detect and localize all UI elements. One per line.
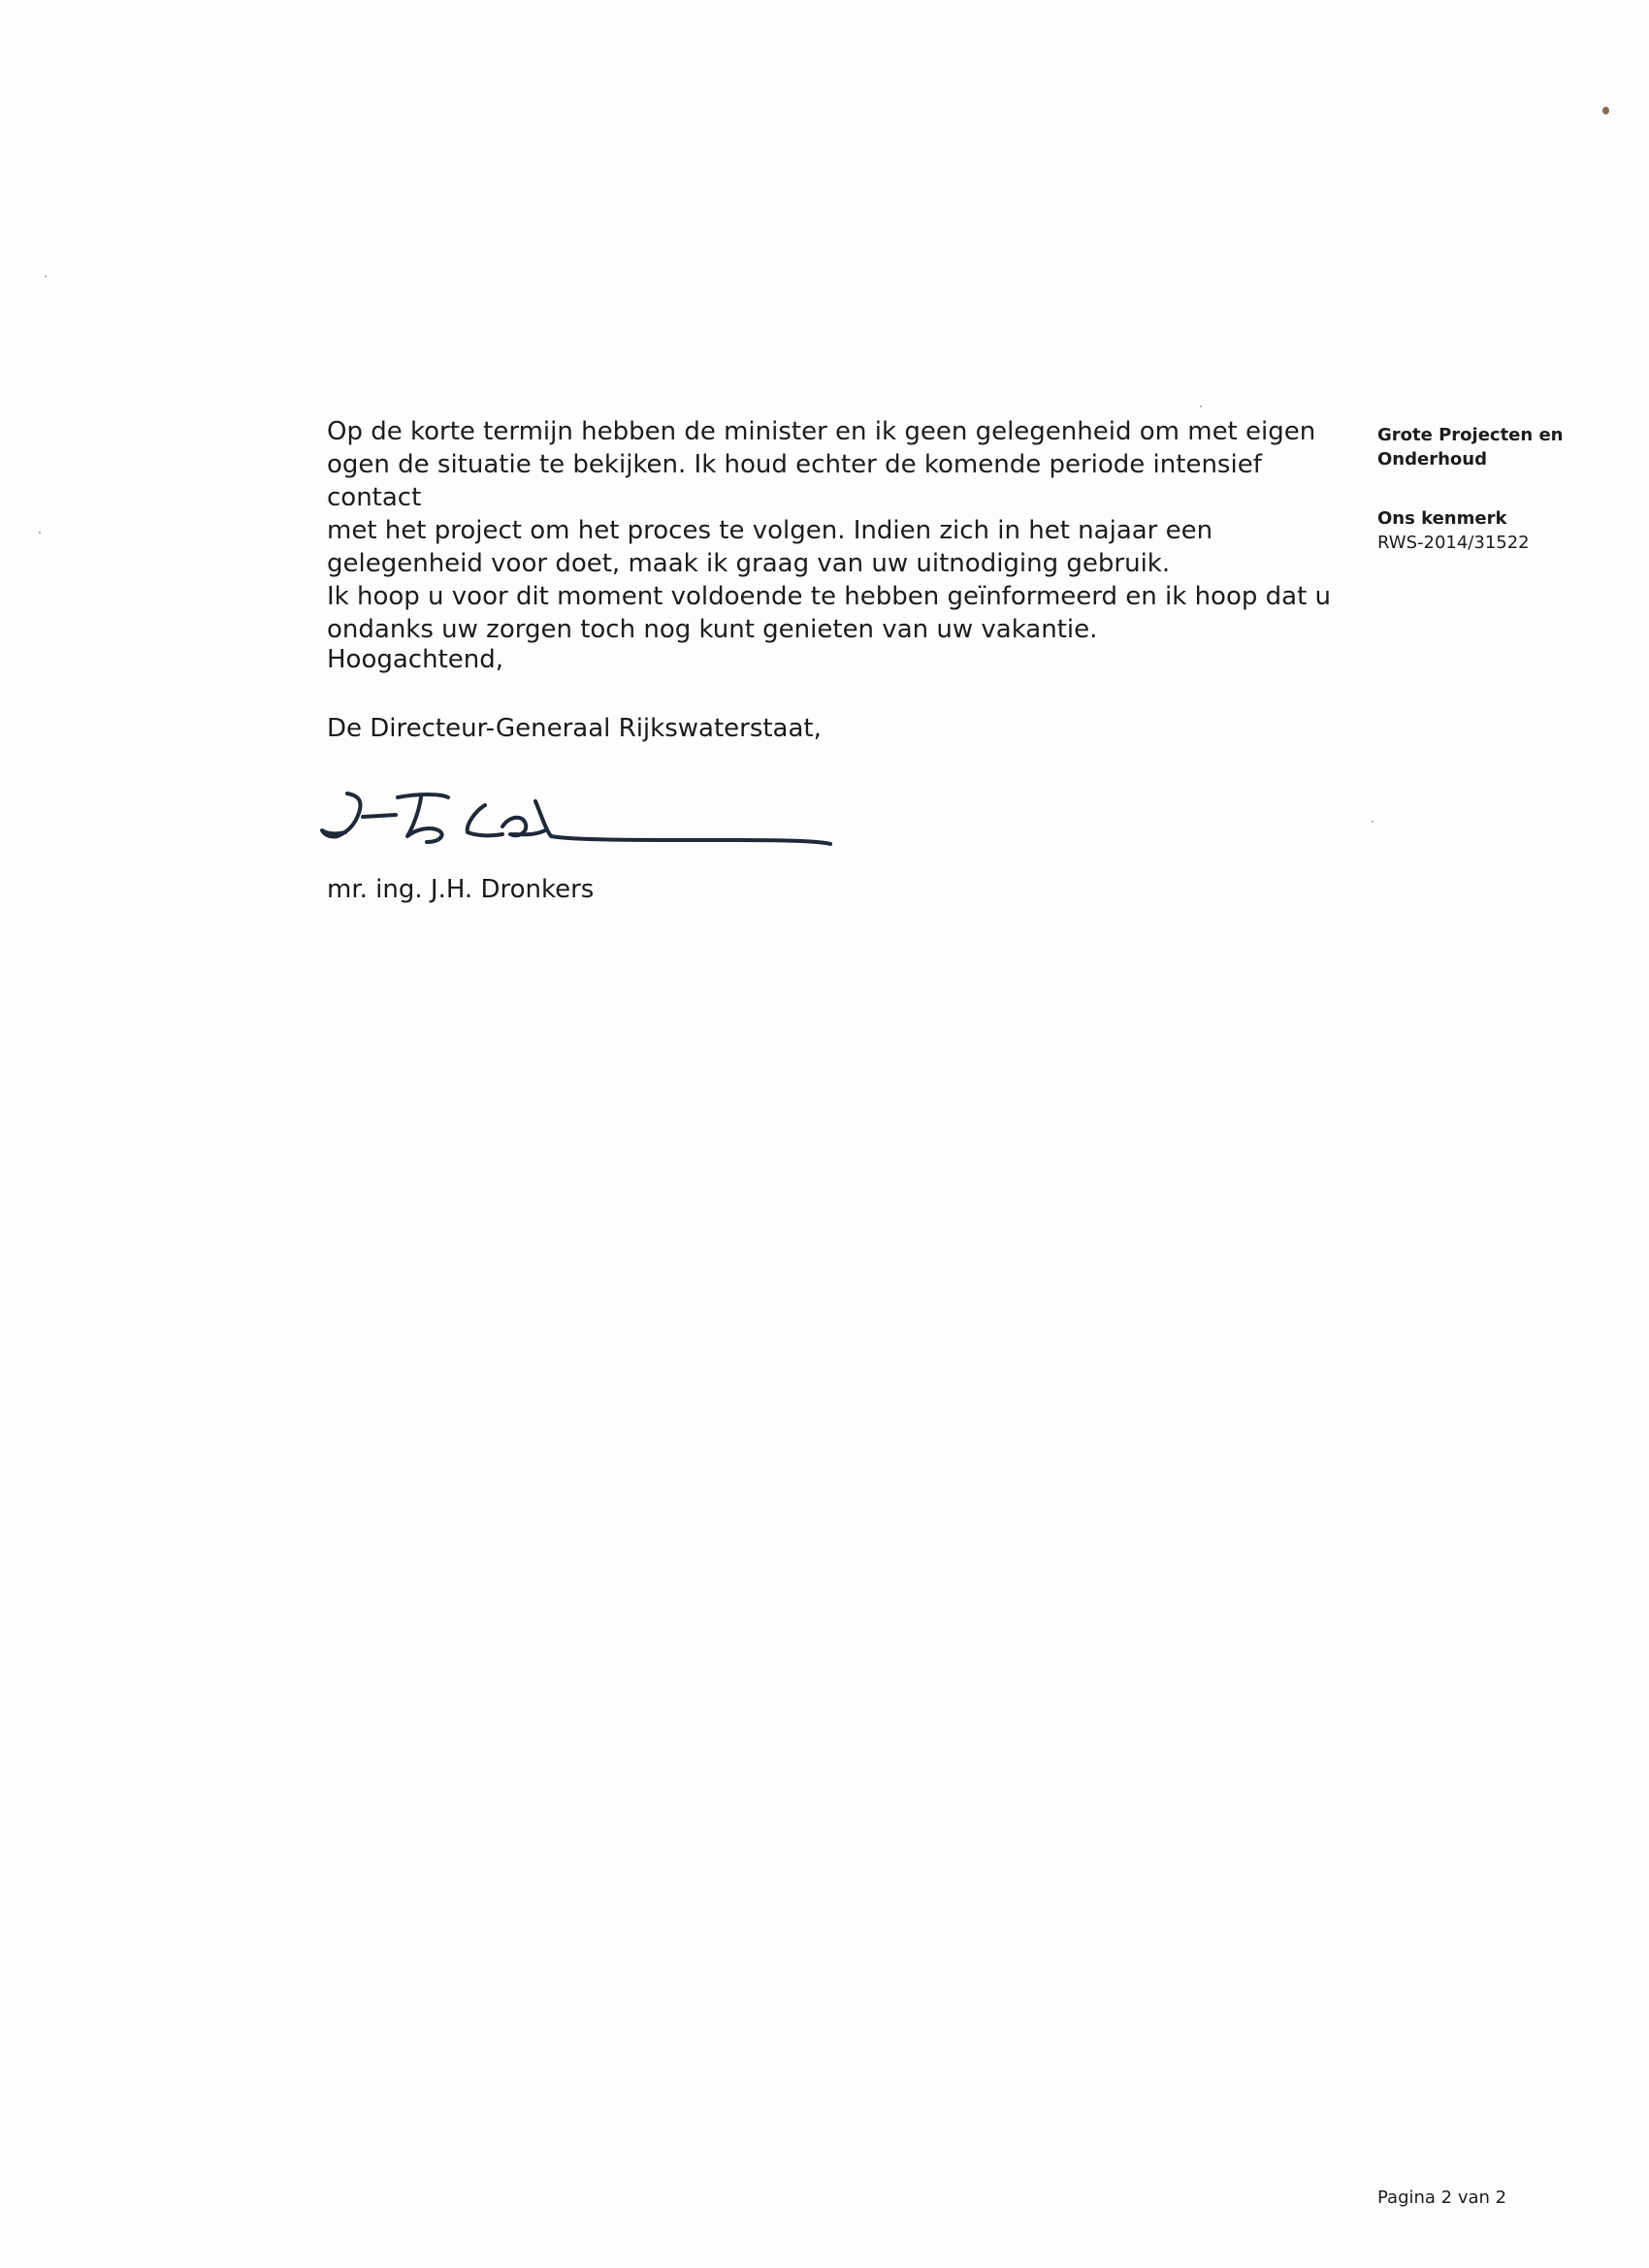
department-line: Onderhoud — [1377, 449, 1487, 470]
body-line: Op de korte termijn hebben de minister en ik geen gelegenheid om met eigen — [327, 417, 1316, 446]
handwritten-signature — [320, 776, 834, 854]
scan-dot — [1372, 821, 1374, 823]
body-line: met het project om het proces te volgen. Indien zich in het najaar een — [327, 516, 1213, 545]
page-number: Pagina 2 van 2 — [1377, 2187, 1507, 2208]
letter-body — [327, 415, 1355, 646]
scan-dot — [45, 275, 47, 277]
reference-value: RWS-2014/31522 — [1377, 533, 1530, 553]
reference-label: Ons kenmerk — [1377, 508, 1507, 529]
body-line: gelegenheid voor doet, maak ik graag van uw uitnodiging gebruik. — [327, 549, 1171, 578]
department-line: Grote Projecten en — [1377, 425, 1564, 445]
closing-salutation: Hoogachtend, — [327, 645, 504, 674]
scan-dot — [1200, 405, 1202, 407]
sidebar-meta — [1377, 423, 1630, 555]
scan-dot — [39, 532, 41, 534]
body-line: Ik hoop u voor dit moment voldoende te hebben geïnformeerd en ik hoop dat u — [327, 582, 1332, 611]
paper-speck — [1602, 107, 1609, 114]
body-line: ogen de situatie te bekijken. Ik houd echter de komende periode intensief contact — [327, 450, 1262, 512]
signer-name: mr. ing. J.H. Dronkers — [327, 875, 595, 904]
signer-title: De Directeur-Generaal Rijkswaterstaat, — [327, 714, 822, 743]
body-line: ondanks uw zorgen toch nog kunt genieten van uw vakantie. — [327, 615, 1098, 644]
